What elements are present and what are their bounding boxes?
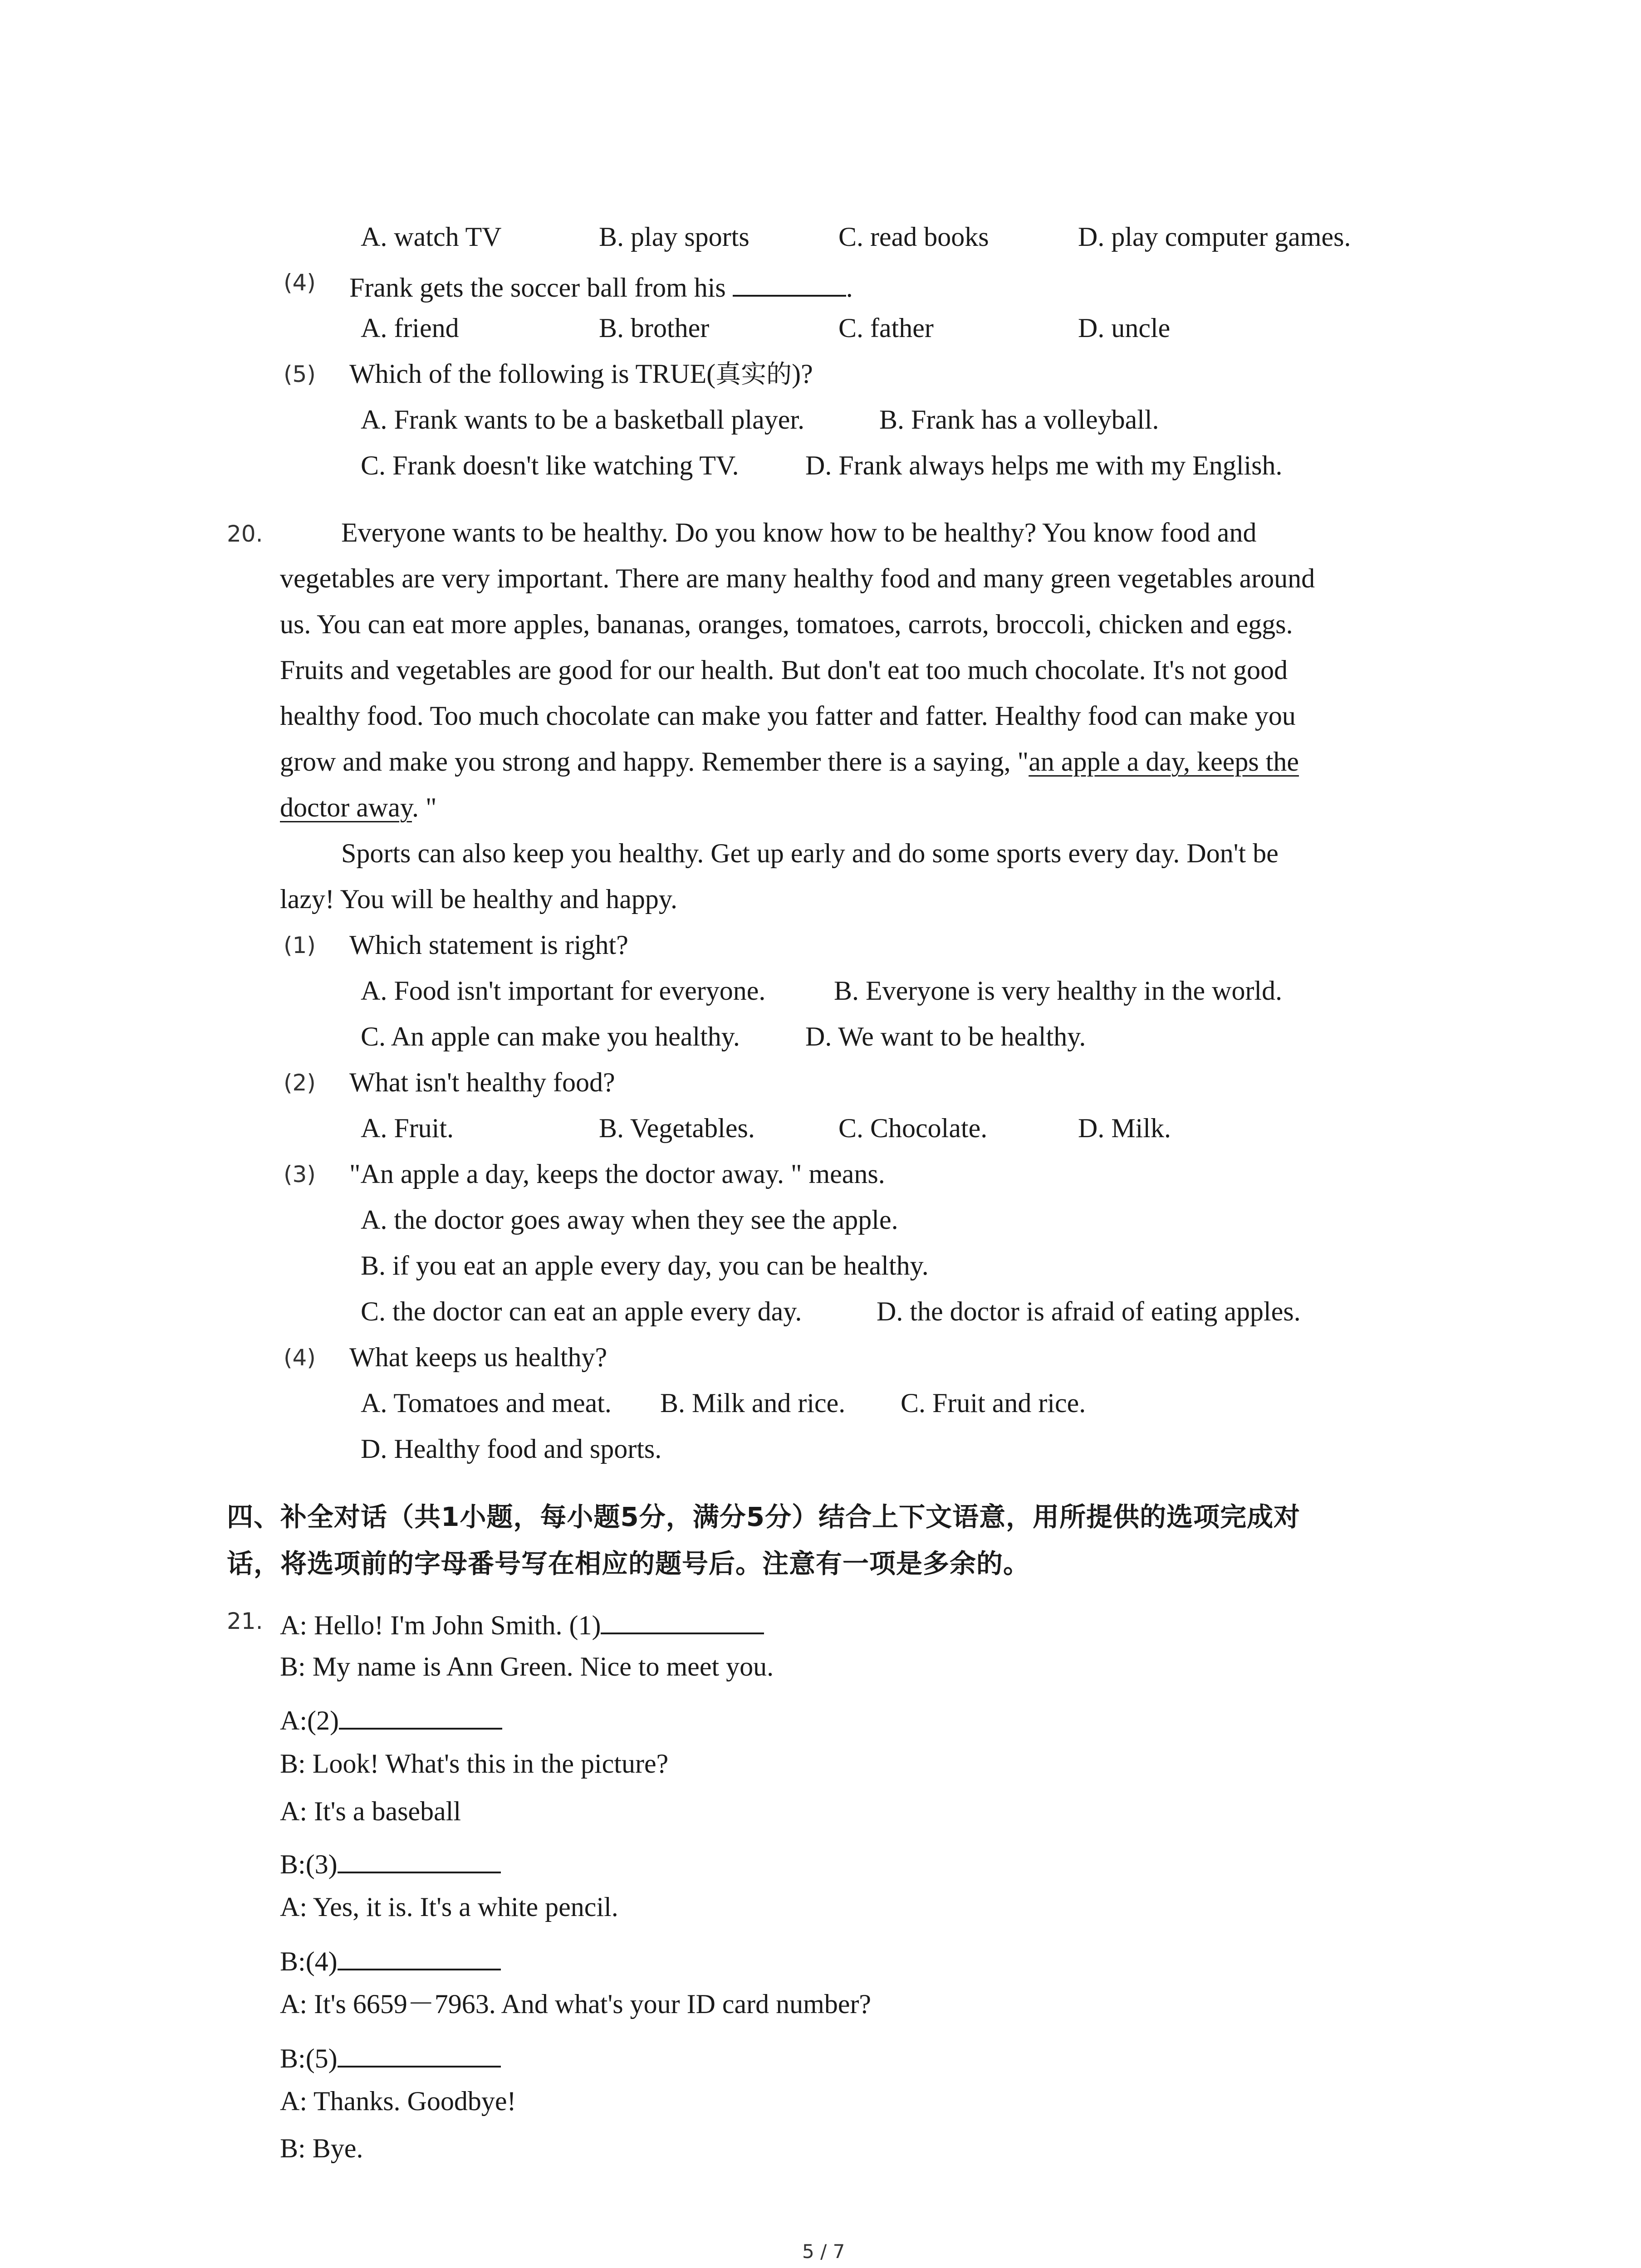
dialogue-line: A: Yes, it is. It's a white pencil. — [280, 1892, 618, 1922]
dialogue-line: A: It's a baseball — [280, 1796, 461, 1826]
q20-3-number: (3) — [284, 1161, 316, 1188]
dialogue-line: A: It's 6659－7963. And what's your ID card number? — [280, 1989, 872, 2019]
dialogue-line: B: My name is Ann Green. Nice to meet you. — [280, 1652, 774, 1681]
page-number: 5 / 7 — [802, 2240, 845, 2263]
q19-5-option-b: B. Frank has a volleyball. — [879, 405, 1159, 435]
passage-line: Fruits and vegetables are good for our health. But don't eat too much chocolate. It's not good — [280, 655, 1288, 685]
answer-blank[interactable] — [601, 1606, 764, 1634]
q20-number: 20. — [227, 521, 263, 547]
q19-5-option-c: C. Frank doesn't like watching TV. — [361, 450, 739, 480]
q20-1-option-b: B. Everyone is very healthy in the world. — [834, 976, 1283, 1006]
q19-5-option-a: A. Frank wants to be a basketball player. — [361, 405, 805, 435]
q20-3-option-c: C. the doctor can eat an apple every day. — [361, 1296, 802, 1326]
q19-4-option-d: D. uncle — [1078, 313, 1171, 343]
passage-line: Sports can also keep you healthy. Get up early and do some sports every day. Don't be — [341, 838, 1279, 868]
q20-3-option-d: D. the doctor is afraid of eating apples. — [877, 1296, 1301, 1326]
dialogue-line: A: Thanks. Goodbye! — [280, 2086, 516, 2116]
q20-2-number: (2) — [284, 1070, 316, 1096]
q20-1-stem: Which statement is right? — [349, 930, 628, 960]
q20-2-option-a: A. Fruit. — [361, 1113, 454, 1143]
q20-1-number: (1) — [284, 932, 316, 958]
passage-line: lazy! You will be healthy and happy. — [280, 884, 677, 914]
passage-line: doctor away. " — [280, 792, 437, 822]
dialogue-line: B:(4) — [280, 1942, 501, 1975]
q20-3-option-b: B. if you eat an apple every day, you can be healthy. — [361, 1251, 929, 1281]
q20-2-option-d: D. Milk. — [1078, 1113, 1171, 1143]
answer-blank[interactable] — [733, 269, 846, 297]
q21-number: 21. — [227, 1608, 263, 1634]
section-heading: 四、补全对话（共1小题，每小题5分，满分5分）结合上下文语意，用所提供的选项完成对 — [227, 1501, 1301, 1532]
q20-4-option-d: D. Healthy food and sports. — [361, 1434, 662, 1464]
dialogue-line: A: Hello! I'm John Smith. (1) — [280, 1606, 764, 1639]
q19-4-option-b: B. brother — [599, 313, 710, 343]
q19-4-option-c: C. father — [838, 313, 934, 343]
q19-5-number: (5) — [284, 361, 316, 387]
passage-line: healthy food. Too much chocolate can make you fatter and fatter. Healthy food can make you — [280, 701, 1296, 731]
q20-1-option-a: A. Food isn't important for everyone. — [361, 976, 766, 1006]
passage-line: vegetables are very important. There are many healthy food and many green vegetables around — [280, 563, 1315, 593]
dialogue-line: B:(5) — [280, 2039, 501, 2072]
answer-blank[interactable] — [339, 1701, 502, 1730]
section-heading: 话，将选项前的字母番号写在相应的题号后。注意有一项是多余的。 — [227, 1548, 1030, 1579]
q19-4-option-a: A. friend — [361, 313, 459, 343]
answer-blank[interactable] — [338, 2039, 501, 2068]
q20-1-option-c: C. An apple can make you healthy. — [361, 1022, 740, 1051]
q20-4-option-b: B. Milk and rice. — [660, 1388, 846, 1418]
dialogue-line: A:(2) — [280, 1701, 502, 1734]
q19-5-option-d: D. Frank always helps me with my English. — [805, 450, 1283, 480]
q20-4-option-c: C. Fruit and rice. — [901, 1388, 1086, 1418]
q19-3-option-d: D. play computer games. — [1078, 222, 1351, 252]
q20-1-option-d: D. We want to be healthy. — [805, 1022, 1086, 1051]
q19-4-number: (4) — [284, 269, 316, 296]
answer-blank[interactable] — [338, 1845, 501, 1873]
q19-5-stem: Which of the following is TRUE(真实的)? — [349, 359, 813, 389]
q20-4-stem: What keeps us healthy? — [349, 1342, 607, 1372]
passage-line: Everyone wants to be healthy. Do you know how to be healthy? You know food and — [341, 518, 1257, 547]
q20-3-option-a: A. the doctor goes away when they see the apple. — [361, 1205, 898, 1235]
q20-3-stem: "An apple a day, keeps the doctor away. " means. — [349, 1159, 885, 1189]
dialogue-line: B:(3) — [280, 1845, 501, 1878]
answer-blank[interactable] — [338, 1942, 501, 1970]
dialogue-line: B: Look! What's this in the picture? — [280, 1749, 669, 1779]
q19-4-stem: Frank gets the soccer ball from his . — [349, 269, 853, 301]
q19-3-option-c: C. read books — [838, 222, 989, 252]
passage-line: grow and make you strong and happy. Remember there is a saying, "an apple a day, keeps the — [280, 747, 1299, 777]
passage-line: us. You can eat more apples, bananas, oranges, tomatoes, carrots, broccoli, chicken and eggs. — [280, 609, 1293, 639]
q20-4-number: (4) — [284, 1344, 316, 1371]
dialogue-line: B: Bye. — [280, 2133, 363, 2163]
q20-2-option-c: C. Chocolate. — [838, 1113, 988, 1143]
q19-3-option-a: A. watch TV — [361, 222, 502, 252]
q20-2-option-b: B. Vegetables. — [599, 1113, 755, 1143]
q19-3-option-b: B. play sports — [599, 222, 749, 252]
q20-4-option-a: A. Tomatoes and meat. — [361, 1388, 612, 1418]
q20-2-stem: What isn't healthy food? — [349, 1067, 615, 1097]
